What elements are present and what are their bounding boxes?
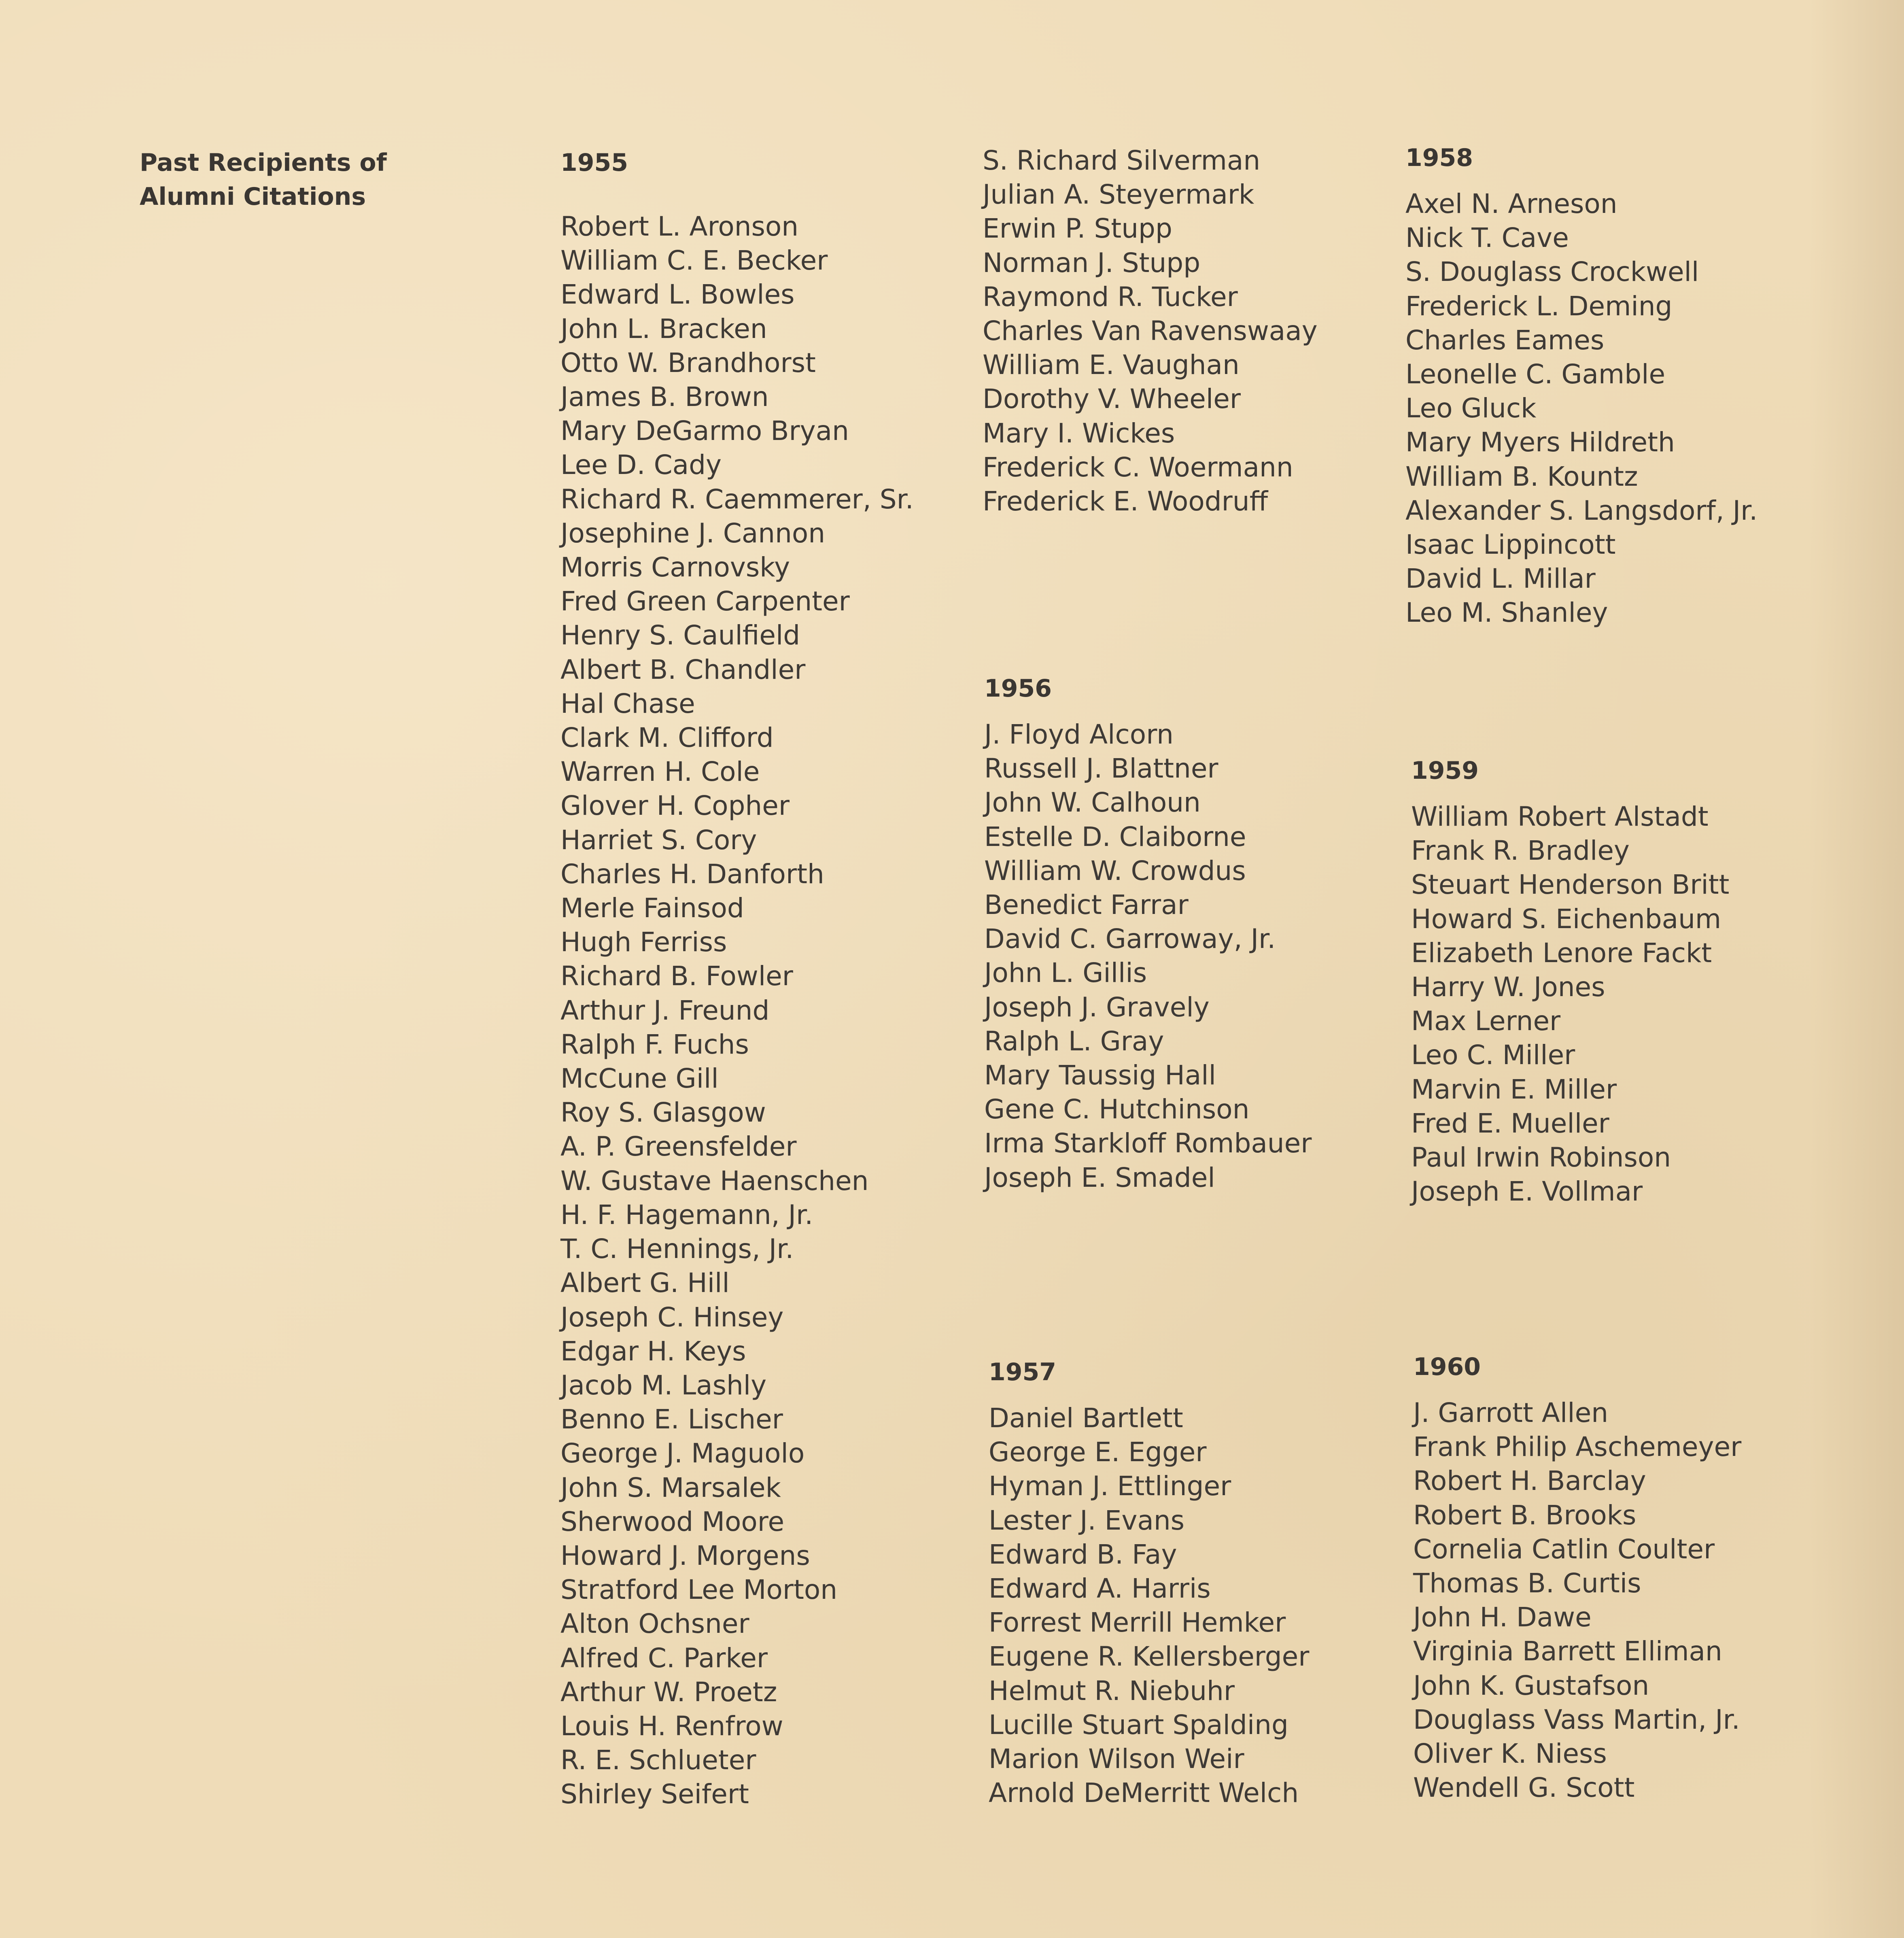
recipient-name: Josephine J. Cannon	[560, 517, 826, 549]
recipient-name: Wendell G. Scott	[1413, 1772, 1635, 1804]
recipient-name: Alton Ochsner	[560, 1608, 749, 1640]
recipient-name: Shirley Seifert	[560, 1779, 749, 1810]
recipient-name: Raymond R. Tucker	[983, 281, 1238, 312]
recipient-name: William C. E. Becker	[560, 245, 828, 276]
recipient-name: Joseph C. Hinsey	[560, 1301, 784, 1333]
recipient-name: McCune Gill	[560, 1063, 719, 1094]
recipient-name: Warren H. Cole	[560, 756, 760, 788]
recipient-name: Erwin P. Stupp	[983, 213, 1172, 244]
recipient-name: Harry W. Jones	[1411, 971, 1605, 1003]
recipient-name: David C. Garroway, Jr.	[984, 923, 1276, 955]
recipient-name: Douglass Vass Martin, Jr.	[1413, 1704, 1740, 1735]
recipient-list	[1411, 800, 1729, 1209]
year-heading: 1955	[560, 149, 628, 177]
recipient-name: Mary I. Wickes	[983, 417, 1175, 449]
recipient-name: Gene C. Hutchinson	[984, 1094, 1250, 1125]
recipient-name: John W. Calhoun	[984, 787, 1201, 818]
recipient-name: Leo M. Shanley	[1405, 597, 1608, 629]
recipient-name: Cornelia Catlin Coulter	[1413, 1533, 1715, 1565]
recipient-name: Irma Starkloff Rombauer	[984, 1128, 1312, 1159]
year-block-1958	[1405, 141, 1758, 630]
recipient-name: Arthur J. Freund	[560, 994, 770, 1026]
recipient-name: John L. Bracken	[560, 313, 767, 344]
recipient-name: Fred E. Mueller	[1411, 1107, 1609, 1139]
recipient-name: Estelle D. Claiborne	[984, 821, 1246, 852]
recipient-name: Edward B. Fay	[989, 1538, 1177, 1570]
recipient-name: Edward L. Bowles	[560, 279, 795, 310]
recipient-name: Morris Carnovsky	[560, 552, 790, 583]
recipient-name: Hugh Ferriss	[560, 926, 727, 958]
recipient-name: Arthur W. Proetz	[560, 1676, 777, 1708]
year-block-1959	[1411, 754, 1729, 1209]
recipient-list	[989, 1401, 1309, 1810]
recipient-name: Paul Irwin Robinson	[1411, 1142, 1671, 1173]
recipient-name: Edgar H. Keys	[560, 1335, 746, 1367]
recipient-name: Isaac Lippincott	[1405, 529, 1616, 561]
recipient-name: William E. Vaughan	[983, 349, 1240, 381]
recipient-name: Frederick E. Woodruff	[983, 486, 1268, 517]
recipient-name: Leo C. Miller	[1411, 1039, 1575, 1071]
recipient-name: John H. Dawe	[1413, 1602, 1592, 1633]
recipient-name: Leo Gluck	[1405, 393, 1537, 424]
recipient-name: Fred Green Carpenter	[560, 586, 850, 617]
recipient-name: John L. Gillis	[984, 957, 1147, 989]
recipient-name: Oliver K. Niess	[1413, 1738, 1607, 1770]
recipient-name: Louis H. Renfrow	[560, 1710, 783, 1742]
recipient-name: John S. Marsalek	[560, 1472, 781, 1503]
recipient-name: J. Floyd Alcorn	[984, 719, 1174, 750]
recipient-name: Robert H. Barclay	[1413, 1465, 1646, 1497]
recipient-name: Albert G. Hill	[560, 1267, 730, 1299]
recipient-name: Robert L. Aronson	[560, 211, 799, 242]
recipient-name: Benno E. Lischer	[560, 1404, 783, 1435]
recipient-name: Lester J. Evans	[989, 1504, 1185, 1536]
heading-line-1: Past Recipients of	[140, 149, 387, 177]
recipient-name: Frank Philip Aschemeyer	[1413, 1431, 1742, 1463]
recipient-name: T. C. Hennings, Jr.	[560, 1233, 794, 1265]
recipient-name: Lucille Stuart Spalding	[989, 1709, 1288, 1740]
recipient-name: Glover H. Copher	[560, 790, 790, 822]
recipient-name: Lee D. Cady	[560, 449, 722, 481]
recipient-name: Hyman J. Ettlinger	[989, 1470, 1231, 1502]
recipient-name: W. Gustave Haenschen	[560, 1165, 869, 1196]
recipient-name: William Robert Alstadt	[1411, 801, 1709, 832]
recipient-name: Joseph E. Vollmar	[1411, 1176, 1643, 1207]
recipient-list	[984, 718, 1312, 1195]
page-heading	[140, 146, 387, 214]
recipient-name: Ralph L. Gray	[984, 1025, 1164, 1057]
recipient-name: Joseph J. Gravely	[984, 991, 1210, 1023]
recipient-name: George E. Egger	[989, 1436, 1207, 1468]
year-block-1955-continued	[983, 144, 1318, 518]
recipient-name: J. Garrott Allen	[1413, 1397, 1609, 1428]
recipient-name: Merle Fainsod	[560, 892, 744, 924]
recipient-name: Howard S. Eichenbaum	[1411, 903, 1721, 935]
recipient-name: Mary Taussig Hall	[984, 1060, 1216, 1091]
recipient-name: Daniel Bartlett	[989, 1402, 1183, 1434]
recipient-name: Benedict Farrar	[984, 889, 1189, 921]
recipient-name: Frederick L. Deming	[1405, 290, 1673, 322]
recipient-name: Marvin E. Miller	[1411, 1073, 1617, 1105]
recipient-name: Joseph E. Smadel	[984, 1162, 1215, 1193]
year-heading: 1958	[1405, 144, 1473, 172]
recipient-name: Mary Myers Hildreth	[1405, 427, 1675, 458]
recipient-name: Axel N. Arneson	[1405, 188, 1617, 219]
recipient-name: Eugene R. Kellersberger	[989, 1641, 1310, 1672]
recipient-list	[560, 210, 914, 1812]
recipient-name: Stratford Lee Morton	[560, 1574, 838, 1606]
recipient-name: Jacob M. Lashly	[560, 1369, 767, 1401]
recipient-name: Ralph F. Fuchs	[560, 1028, 749, 1060]
recipient-name: Alfred C. Parker	[560, 1642, 768, 1674]
recipient-name: Norman J. Stupp	[983, 247, 1201, 278]
year-block-1957	[989, 1355, 1309, 1810]
recipient-name: Sherwood Moore	[560, 1506, 785, 1537]
year-heading: 1960	[1413, 1353, 1481, 1381]
recipient-name: David L. Millar	[1405, 563, 1596, 595]
recipient-name: Charles Eames	[1405, 324, 1605, 356]
recipient-name: John K. Gustafson	[1413, 1670, 1649, 1701]
recipient-name: Albert B. Chandler	[560, 654, 806, 685]
recipient-name: Forrest Merrill Hemker	[989, 1607, 1286, 1638]
recipient-name: Elizabeth Lenore Fackt	[1411, 937, 1712, 969]
recipient-name: Julian A. Steyermark	[983, 179, 1254, 210]
year-block-1955	[560, 146, 914, 1812]
recipient-list	[1413, 1396, 1741, 1805]
recipient-name: Richard R. Caemmerer, Sr.	[560, 483, 914, 515]
recipient-list	[1405, 187, 1758, 630]
recipient-name: Otto W. Brandhorst	[560, 347, 816, 378]
recipient-name: Thomas B. Curtis	[1413, 1568, 1641, 1599]
recipient-name: H. F. Hagemann, Jr.	[560, 1199, 813, 1230]
year-block-1956	[984, 672, 1312, 1195]
recipient-name: Charles H. Danforth	[560, 858, 824, 890]
recipient-name: Max Lerner	[1411, 1005, 1561, 1037]
recipient-name: Charles Van Ravenswaay	[983, 315, 1318, 347]
recipient-list	[983, 144, 1318, 518]
recipient-name: Marion Wilson Weir	[989, 1743, 1244, 1775]
recipient-name: Mary DeGarmo Bryan	[560, 415, 849, 447]
recipient-name: Dorothy V. Wheeler	[983, 383, 1241, 415]
recipient-name: Robert B. Brooks	[1413, 1499, 1637, 1531]
recipient-name: Henry S. Caulfield	[560, 620, 800, 651]
recipient-name: S. Douglass Crockwell	[1405, 256, 1699, 288]
recipient-name: Edward A. Harris	[989, 1573, 1211, 1604]
recipient-name: William B. Kountz	[1405, 461, 1638, 492]
recipient-name: George J. Maguolo	[560, 1438, 805, 1469]
recipient-name: Frank R. Bradley	[1411, 835, 1630, 867]
recipient-name: Helmut R. Niebuhr	[989, 1675, 1235, 1706]
year-heading: 1957	[989, 1358, 1056, 1386]
year-heading: 1956	[984, 674, 1052, 703]
recipient-name: Alexander S. Langsdorf, Jr.	[1405, 495, 1758, 526]
recipient-name: Harriet S. Cory	[560, 824, 757, 856]
recipient-name: S. Richard Silverman	[983, 145, 1261, 176]
recipient-name: William W. Crowdus	[984, 855, 1246, 886]
recipient-name: Richard B. Fowler	[560, 960, 793, 992]
recipient-name: A. P. Greensfelder	[560, 1131, 797, 1162]
recipient-name: James B. Brown	[560, 381, 769, 413]
recipient-name: Frederick C. Woermann	[983, 451, 1293, 483]
recipient-name: R. E. Schlueter	[560, 1745, 756, 1776]
recipient-name: Roy S. Glasgow	[560, 1097, 766, 1128]
recipient-name: Steuart Henderson Britt	[1411, 869, 1730, 901]
heading-line-2: Alumni Citations	[140, 183, 366, 211]
recipient-name: Clark M. Clifford	[560, 722, 774, 754]
year-heading: 1959	[1411, 756, 1479, 785]
recipient-name: Russell J. Blattner	[984, 753, 1218, 784]
recipient-name: Hal Chase	[560, 688, 695, 719]
recipient-name: Virginia Barrett Elliman	[1413, 1636, 1722, 1667]
recipient-name: Howard J. Morgens	[560, 1540, 810, 1571]
year-block-1960	[1413, 1350, 1741, 1805]
recipient-name: Nick T. Cave	[1405, 222, 1569, 254]
recipient-name: Leonelle C. Gamble	[1405, 359, 1666, 390]
recipient-name: Arnold DeMerritt Welch	[989, 1777, 1299, 1809]
